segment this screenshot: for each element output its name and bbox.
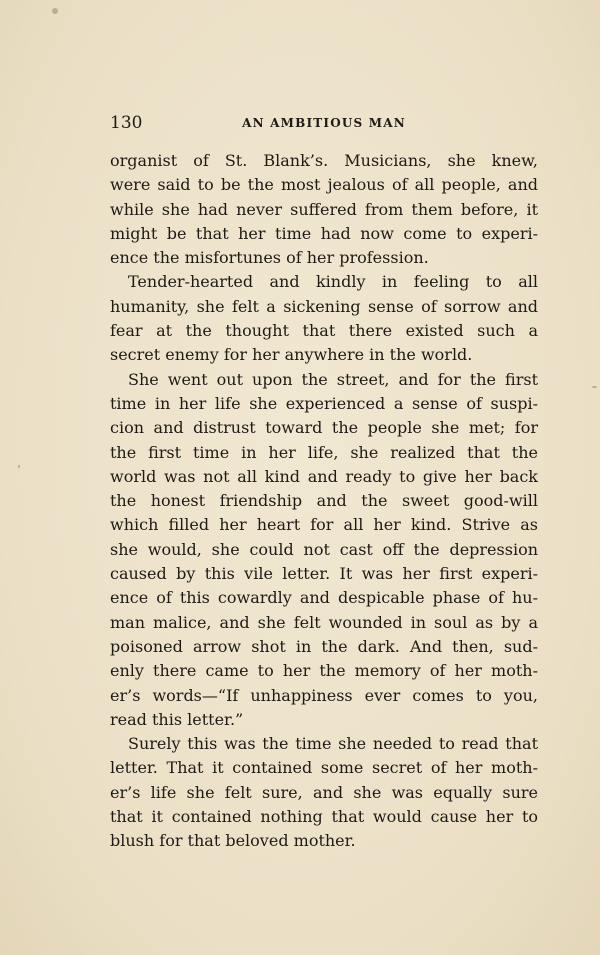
text-line: the first time in her life, she realized that the — [110, 442, 538, 462]
text-line: er’s words—“If unhappiness ever comes to you, — [110, 685, 538, 705]
body-text — [110, 149, 538, 854]
paper-speck — [18, 465, 20, 468]
text-line: that it contained nothing that would cause her to — [110, 807, 538, 827]
text-line: organist of St. Blank’s. Musicians, she knew, — [110, 151, 538, 170]
page-header — [110, 113, 538, 137]
text-line: time in her life she experienced a sense of suspi- — [110, 393, 538, 413]
text-line: secret enemy for her anywhere in the world. — [110, 345, 473, 365]
text-line: caused by this vile letter. It was her first experi- — [110, 564, 538, 584]
paragraph — [110, 368, 538, 732]
text-line: ence of this cowardly and despicable phase of hu- — [110, 588, 538, 608]
text-line: fear at the thought that there existed such a — [110, 321, 538, 341]
paper-speck — [592, 386, 597, 388]
text-line: while she had never suffered from them before, it — [110, 199, 538, 219]
text-line: might be that her time had now come to experi- — [110, 223, 538, 243]
text-line: letter. That it contained some secret of her moth- — [110, 758, 538, 778]
text-line: humanity, she felt a sickening sense of sorrow and — [110, 296, 538, 316]
text-line: ence the misfortunes of her profession. — [110, 248, 429, 268]
text-line: man malice, and she felt wounded in soul as by a — [110, 612, 538, 632]
paragraph — [110, 149, 538, 270]
text-line: read this letter.” — [110, 709, 244, 729]
paragraph — [110, 270, 538, 367]
text-line: Tender-hearted and kindly in feeling to all — [128, 272, 538, 292]
text-line: Surely this was the time she needed to read that — [128, 734, 538, 754]
text-line: She went out upon the street, and for the first — [128, 369, 538, 389]
page-number: 130 — [110, 113, 143, 133]
running-head: AN AMBITIOUS MAN — [242, 116, 406, 130]
text-line: the honest friendship and the sweet good-will — [110, 491, 538, 511]
text-line: blush for that beloved mother. — [110, 831, 356, 851]
paragraph — [110, 732, 538, 853]
text-line: poisoned arrow shot in the dark. And then, sud- — [110, 636, 538, 656]
text-line: she would, she could not cast off the depression — [110, 539, 538, 559]
paper-speck — [52, 8, 58, 14]
text-line: cion and distrust toward the people she met; for — [110, 418, 538, 438]
text-line: world was not all kind and ready to give her back — [110, 466, 538, 486]
text-line: er’s life she felt sure, and she was equally sure — [110, 782, 538, 802]
text-line: which filled her heart for all her kind. Strive as — [110, 515, 538, 535]
text-line: enly there came to her the memory of her moth- — [110, 661, 538, 681]
text-line: were said to be the most jealous of all people, and — [110, 175, 538, 195]
